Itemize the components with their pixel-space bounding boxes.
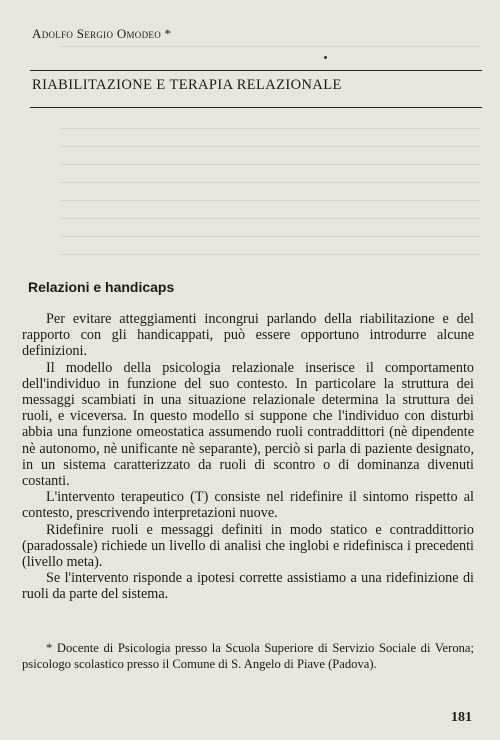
bleed-through-line — [60, 236, 480, 237]
bleed-through-line — [60, 164, 480, 165]
section-heading: Relazioni e handicaps — [28, 279, 175, 295]
bleed-through-line — [60, 182, 480, 183]
title-rule-top — [30, 70, 482, 71]
bleed-through-line — [60, 254, 480, 255]
paragraph-redefining-roles: Ridefinire ruoli e messaggi definiti in modo statico e contraddittorio (paradossale) richiede un livello di analisi che inglobi e ridefinisca i precedenti (livello meta). — [22, 521, 474, 571]
ink-speck — [324, 56, 327, 59]
paragraph-definitions: Per evitare atteggiamenti incongrui parlando della riabilitazione e del rapporto con gli handicappati, può essere opportuno introdurre alcune definizioni. — [22, 311, 474, 360]
bleed-through-line — [60, 218, 480, 219]
bleed-through-line — [60, 128, 480, 129]
footnote — [22, 641, 474, 672]
paragraph-therapeutic-intervention: L'intervento terapeutico (T) consiste nel ridefinire il sintomo rispetto al contesto, prescrivendo interpretazioni nuove. — [22, 489, 474, 522]
chapter-title: RIABILITAZIONE E TERAPIA RELAZIONALE — [32, 77, 342, 93]
title-rule-bottom — [30, 107, 482, 108]
paragraph-relational-model: Il modello della psicologia relazionale inserisce il comportamento dell'individuo in funzione del suo contesto. In particolare la struttura dei messaggi scambiati in una situazione relazionale determina la struttura dei ruoli, e viceversa. In questo modello si suppone che l'individuo con disturbi abbia una funzione omeostatica assumendo ruoli contraddittori (nè dipendente nè autonomo, nè unificante nè separante), perciò si parla di paziente designato, in un sistema caratterizzato da ruoli di scontro o di dominanza divenuti costanti. — [22, 359, 474, 490]
paragraph-role-redefinition: Se l'intervento risponde a ipotesi corrette assistiamo a una ridefinizione di ruoli da parte del sistema. — [22, 570, 474, 603]
footnote-text: * Docente di Psicologia presso la Scuola Superiore di Servizio Sociale di Verona; psicologo scolastico presso il Comune di S. Angelo di Piave (Padova). — [22, 641, 474, 671]
bleed-through-line — [60, 200, 480, 201]
bleed-through-line — [60, 146, 480, 147]
author-name: Adolfo Sergio Omodeo * — [32, 26, 172, 41]
bleed-through-line — [60, 46, 480, 47]
body-text — [22, 311, 474, 603]
page-number: 181 — [451, 710, 472, 725]
